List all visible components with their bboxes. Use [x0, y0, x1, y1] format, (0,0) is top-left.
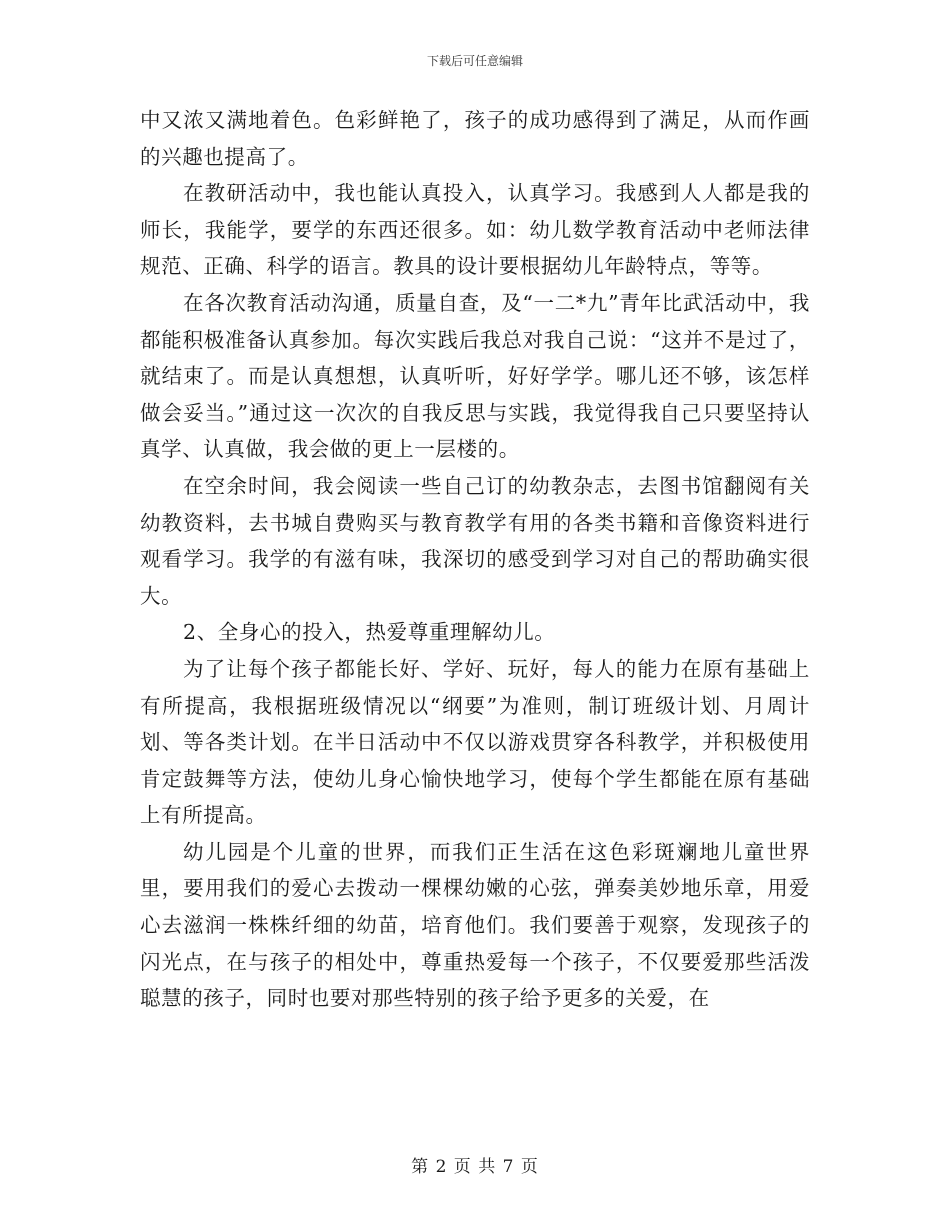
section-heading-2: 2、全身心的投入，热爱尊重理解幼儿。 — [183, 620, 556, 645]
paragraph-5: 为了让每个孩子都能长好、学好、玩好，每人的能力在原有基础上有所提高，我根据班级情况以“纲要”为准则，制订班级计划、月周计划、等各类计划。在半日活动中不仅以游戏贯穿各科教学，并积极使用肯定鼓舞等方法，使幼儿身心愉快地学习，使每个学生都能在原有基础上有所提高。 — [140, 656, 810, 828]
page-header-note: 下载后可任意编辑 — [426, 54, 523, 68]
document-body — [140, 102, 810, 1017]
paragraph-1: 中又浓又满地着色。色彩鲜艳了，孩子的成功感得到了满足，从而作画的兴趣也提高了。 — [140, 108, 810, 169]
page-number: 第 2 页 共 7 页 — [411, 1157, 539, 1177]
paragraph-6: 幼儿园是个儿童的世界，而我们正生活在这色彩斑斓地儿童世界里，要用我们的爱心去拨动一棵棵幼嫩的心弦，弹奏美妙地乐章，用爱心去滋润一株株纤细的幼苗，培育他们。我们要善于观察，发现孩子的闪光点，在与孩子的相处中，尊重热爱每一个孩子，不仅要爱那些活泼聪慧的孩子，同时也要对那些特别的孩子给予更多的关爱，在 — [140, 839, 810, 1011]
paragraph-2: 在教研活动中，我也能认真投入，认真学习。我感到人人都是我的师长，我能学，要学的东西还很多。如：幼儿数学教育活动中老师法律规范、正确、科学的语言。教具的设计要根据幼儿年龄特点，等等。 — [140, 181, 810, 279]
paragraph-3: 在各次教育活动沟通，质量自查，及“一二*九”青年比武活动中，我都能积极准备认真参加。每次实践后我总对我自己说：“这并不是过了，就结束了。而是认真想想，认真听听，好好学学。哪儿还不够，该怎样做会妥当。”通过这一次次的自我反思与实践，我觉得我自己只要坚持认真学、认真做，我会做的更上一层楼的。 — [140, 290, 810, 462]
paragraph-4: 在空余时间，我会阅读一些自己订的幼教杂志，去图书馆翻阅有关幼教资料，去书城自费购买与教育教学有用的各类书籍和音像资料进行观看学习。我学的有滋有味，我深切的感受到学习对自己的帮助确实很大。 — [140, 473, 810, 608]
